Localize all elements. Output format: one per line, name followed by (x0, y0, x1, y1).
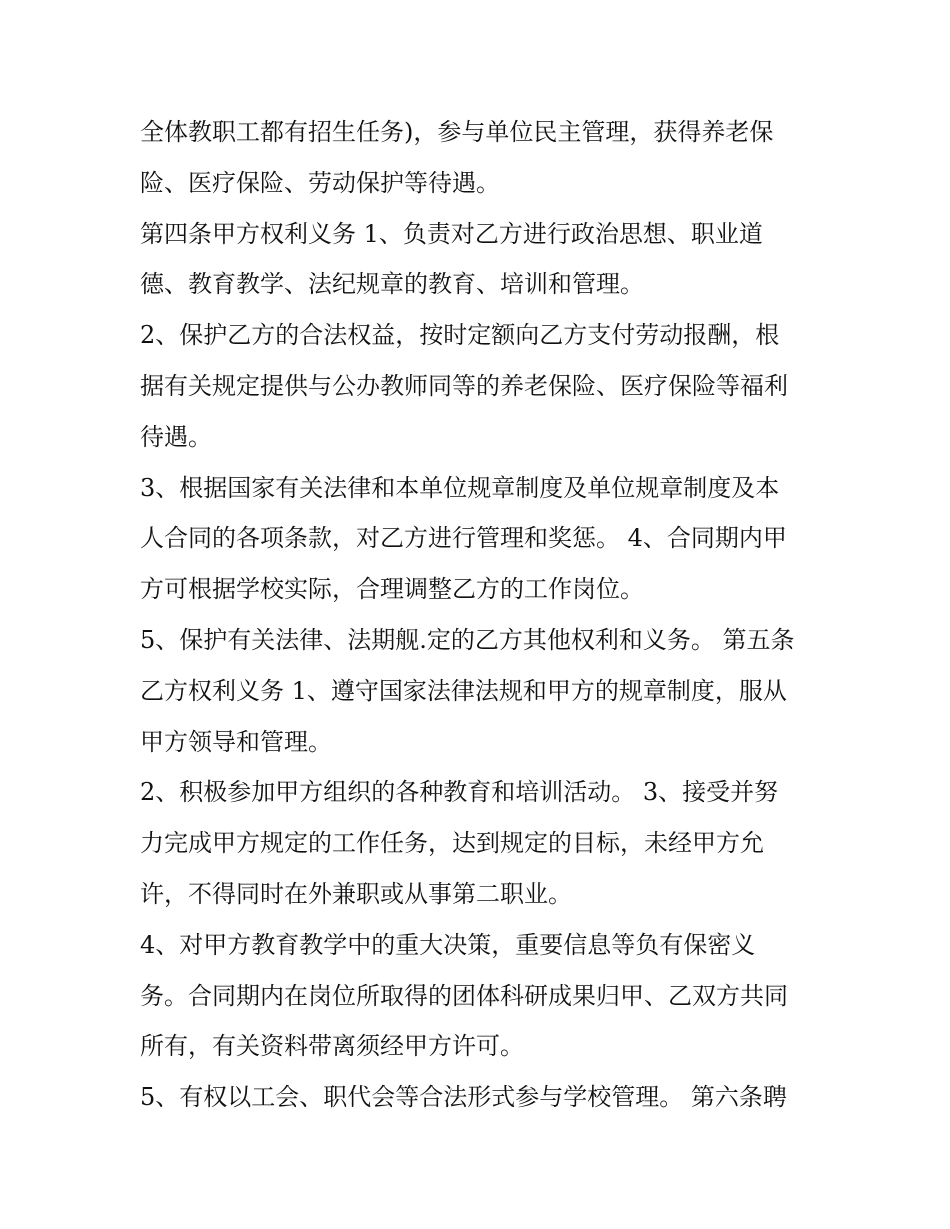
text-line: 2、积极参加甲方组织的各种教育和培训活动。 3、接受并努 (140, 778, 779, 807)
text-line: 5、有权以工会、职代会等合法形式参与学校管理。 第六条聘 (140, 1083, 787, 1112)
text-line: 德、教育教学、法纪规章的教育、培训和管理。 (140, 270, 644, 299)
text-line: 据有关规定提供与公办教师同等的养老保险、医疗保险等福利 (140, 371, 788, 400)
contract-text-body (140, 107, 830, 1123)
text-line: 力完成甲方规定的工作任务，达到规定的目标，未经甲方允 (140, 829, 764, 858)
text-line: 许，不得同时在外兼职或从事第二职业。 (140, 879, 572, 908)
text-line: 所有，有关资料带离须经甲方许可。 (140, 1032, 524, 1061)
text-line: 方可根据学校实际，合理调整乙方的工作岗位。 (140, 575, 644, 604)
text-line: 甲方领导和管理。 (140, 727, 332, 756)
text-line: 2、保护乙方的合法权益，按时定额向乙方支付劳动报酬，根 (140, 321, 780, 350)
text-line: 待遇。 (140, 422, 212, 451)
text-line: 第四条甲方权利义务 1、负责对乙方进行政治思想、职业道 (140, 219, 763, 248)
text-line: 5、保护有关法律、法期舰.定的乙方其他权利和义务。 第五条 (140, 625, 795, 654)
text-line: 人合同的各项条款，对乙方进行管理和奖惩。 4、合同期内甲 (140, 524, 787, 553)
text-line: 乙方权利义务 1、遵守国家法律法规和甲方的规章制度，服从 (140, 676, 787, 705)
text-line: 险、医疗保险、劳动保护等待遇。 (140, 168, 500, 197)
text-line: 3、根据国家有关法律和本单位规章制度及单位规章制度及本 (140, 473, 780, 502)
text-line: 务。合同期内在岗位所取得的团体科研成果归甲、乙双方共同 (140, 981, 788, 1010)
text-line: 4、对甲方教育教学中的重大决策，重要信息等负有保密义 (140, 930, 756, 959)
text-line: 全体教职工都有招生任务)，参与单位民主管理，获得养老保 (140, 118, 774, 146)
